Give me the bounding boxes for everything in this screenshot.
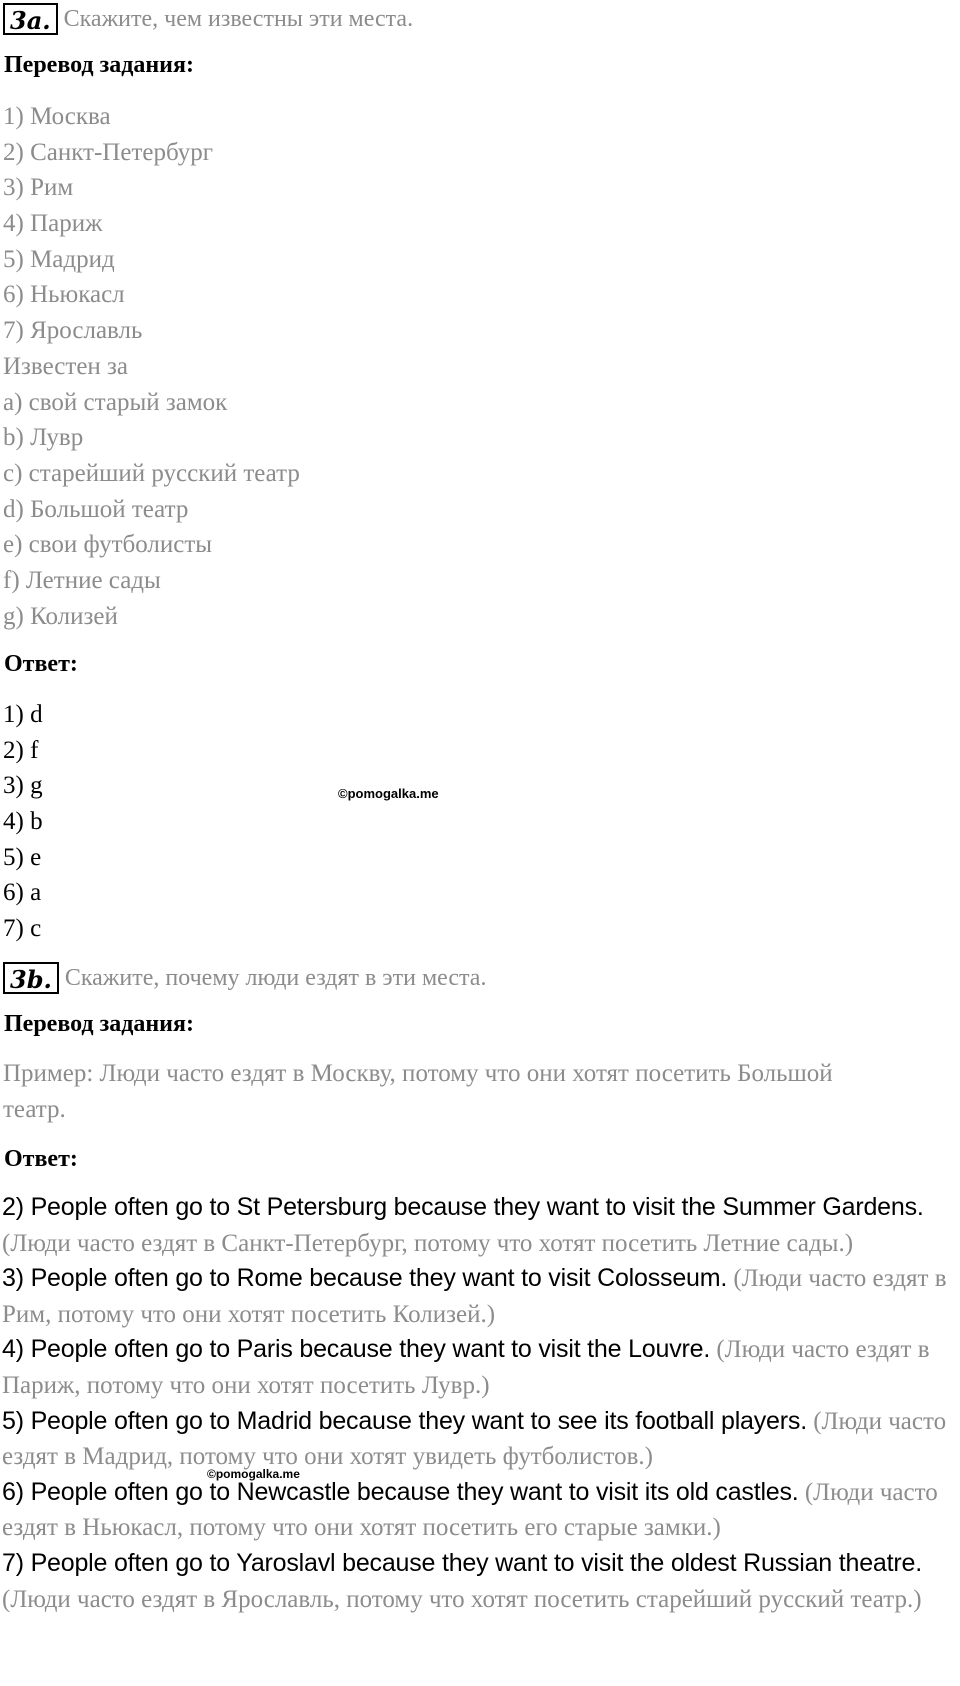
answer-item: 2) f [3, 736, 39, 764]
sentence-russian: (Люди часто ездят в Мадрид, потому что они хотят увидеть футболистов.) [2, 1407, 947, 1471]
task-3b-badge: 3b. [3, 962, 59, 994]
answer-item: 1) d [3, 701, 43, 728]
answer-item: 3) g [3, 772, 43, 800]
answer-sentences [2, 1190, 957, 1617]
task-3b-header [3, 962, 486, 994]
list-item: 4) Париж [3, 210, 103, 238]
known-for-label: Известен за [3, 352, 129, 380]
sentence-english: 6) People often go to Newcastle because they want to visit its old castles. [2, 1477, 799, 1506]
task-3a-answer-heading: Ответ: [4, 651, 78, 677]
sentence-english: 3) People often go to Rome because they want to visit Colosseum. [2, 1264, 728, 1293]
list-item: 5) Мадрид [3, 245, 115, 273]
sentence-item [2, 1332, 957, 1403]
sentence-item [2, 1261, 957, 1332]
sentence-russian: (Люди часто ездят в Ньюкасл, потому что они хотят посетить его старые замки.) [2, 1478, 938, 1542]
watermark: ©pomogalka.me [207, 1467, 300, 1481]
sentence-english: 7) People often go to Yaroslavl because they want to visit the oldest Russian theatre. [2, 1548, 922, 1577]
task-3a-translation-heading: Перевод задания: [4, 52, 194, 78]
answers-list [3, 697, 43, 947]
places-list [3, 99, 300, 634]
task-3b-answer-heading: Ответ: [4, 1146, 78, 1172]
answer-item: 4) b [3, 808, 43, 836]
list-item: d) Большой театр [3, 495, 189, 523]
sentence-item [2, 1190, 957, 1261]
list-item: 2) Санкт-Петербург [3, 138, 213, 166]
answer-item: 7) c [3, 915, 42, 943]
list-item: e) свои футболисты [3, 531, 213, 559]
sentence-item [2, 1475, 957, 1546]
list-item: a) свой старый замок [3, 388, 228, 416]
sentence-item [2, 1404, 957, 1475]
list-item: 3) Рим [3, 174, 74, 202]
task-3a-badge: 3a. [3, 3, 58, 35]
list-item: 1) Москва [3, 103, 111, 130]
sentence-russian: (Люди часто ездят в Париж, потому что они хотят посетить Лувр.) [2, 1336, 930, 1399]
list-item: f) Летние сады [3, 566, 161, 594]
sentence-russian: (Люди часто ездят в Ярославль, потому что хотят посетить старейший русский театр.) [2, 1585, 922, 1613]
sentence-item [2, 1546, 957, 1617]
watermark: ©pomogalka.me [338, 786, 439, 801]
list-item: c) старейший русский театр [3, 459, 300, 487]
example-text: Пример: Люди часто ездят в Москву, потому что они хотят посетить Большой театр. [3, 1060, 833, 1123]
sentence-english: 4) People often go to Paris because they want to visit the Louvre. [2, 1335, 711, 1364]
task-3a-text: Скажите, чем известны эти места. [63, 5, 414, 32]
list-item: 6) Ньюкасл [3, 281, 125, 309]
list-item: g) Колизей [3, 602, 118, 630]
sentence-russian: (Люди часто ездят в Рим, потому что они хотят посетить Колизей.) [2, 1265, 947, 1328]
task-3b-translation-heading: Перевод задания: [4, 1011, 194, 1037]
answer-item: 6) a [3, 879, 42, 907]
list-item: 7) Ярославль [3, 317, 143, 345]
task-3a-header [3, 3, 413, 35]
sentence-english: 2) People often go to St Petersburg because they want to visit the Summer Gardens. [2, 1193, 924, 1221]
task-3b-text: Скажите, почему люди ездят в эти места. [64, 964, 487, 991]
answer-item: 5) e [3, 843, 42, 871]
sentence-english: 5) People often go to Madrid because they want to see its football players. [2, 1406, 807, 1435]
list-item: b) Лувр [3, 424, 84, 452]
sentence-russian: (Люди часто ездят в Санкт-Петербург, потому что хотят посетить Летние сады.) [2, 1229, 854, 1257]
